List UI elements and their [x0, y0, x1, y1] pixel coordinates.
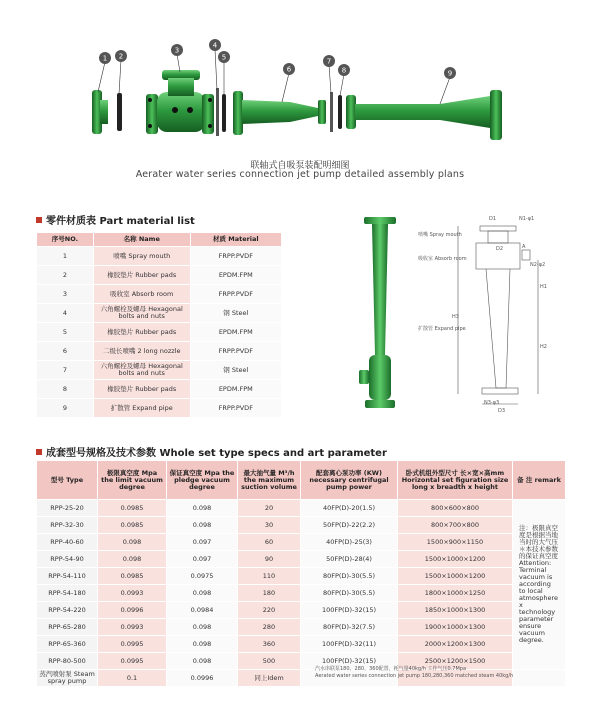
spec-pledge-vacuum-cell: 0.098 [167, 517, 238, 534]
part-material-cell: FRPP.PVDF [190, 285, 281, 304]
part-name-cell: 二级长喷嘴 2 long nozzle [93, 342, 190, 361]
part-no-cell: 8 [37, 380, 94, 399]
drawing-label-d2: D2 [496, 246, 504, 252]
spec-size-cell: 1900×1000×1300 [398, 619, 513, 636]
spec-suction-cell: 280 [238, 619, 301, 636]
steam-note-en: Aerated water series connection jet pump 180,280,360 matched steam 40kg/h [315, 673, 514, 679]
callout-4: 4 [212, 41, 218, 50]
section-marker-icon [36, 449, 42, 455]
parts-row [37, 266, 282, 285]
specs-section-title [36, 444, 387, 459]
parts-row [37, 342, 282, 361]
spec-pump-power-cell: 80FP(D)-30(5.5) [301, 585, 398, 602]
spec-pledge-vacuum-cell: 0.098 [167, 653, 238, 670]
callout-9: 9 [447, 69, 453, 78]
part-no-cell: 2 [37, 266, 94, 285]
spec-limit-vacuum-cell: 0.0985 [98, 568, 167, 585]
spec-pledge-vacuum-cell: 0.098 [167, 636, 238, 653]
spec-type-cell: RPP-54-180 [37, 585, 98, 602]
part-no-cell: 3 [37, 285, 94, 304]
spec-suction-cell: 90 [238, 551, 301, 568]
spec-pledge-vacuum-cell: 0.097 [167, 534, 238, 551]
parts-row [37, 399, 282, 418]
part-name-cell: 扩散管 Expand pipe [93, 399, 190, 418]
spec-suction-cell: 360 [238, 636, 301, 653]
spec-type-cell: RPP-65-280 [37, 619, 98, 636]
parts-row [37, 304, 282, 323]
specs-row [37, 517, 566, 534]
spec-pledge-vacuum-cell: 0.098 [167, 619, 238, 636]
part-material-cell: EPDM.FPM [190, 380, 281, 399]
callout-1: 1 [102, 54, 108, 63]
spec-limit-vacuum-cell: 0.098 [98, 534, 167, 551]
part-9-expand-pipe [346, 90, 502, 140]
parts-header-row [37, 233, 282, 247]
spec-pump-power-cell: 40FP(D)-25(3) [301, 534, 398, 551]
parts-row [37, 247, 282, 266]
assembly-diagram [0, 0, 600, 156]
spec-type-cell: RPP-65-360 [37, 636, 98, 653]
part-no-cell: 1 [37, 247, 94, 266]
spec-limit-vacuum-cell: 0.0995 [98, 653, 167, 670]
assembly-caption-cn: 联轴式自吸泵装配明细图 [250, 161, 350, 171]
part-material-cell: 钢 Steel [190, 361, 281, 380]
drawing-label-d3: D3 [498, 408, 506, 414]
drawing-label-spray: 喷嘴 Spray mouth [418, 232, 462, 238]
part-name-cell: 六角螺栓及螺母 Hexagonal bolts and nuts [93, 304, 190, 323]
drawing-label-h1: H1 [540, 284, 547, 290]
spec-pump-power-cell: 40FP(D)-20(1.5) [301, 500, 398, 517]
spec-pledge-vacuum-cell: 0.097 [167, 551, 238, 568]
drawing-label-d1: D1 [489, 216, 497, 222]
spec-pledge-vacuum-cell: 0.0975 [167, 568, 238, 585]
spec-pump-power-cell: 80FP(D)-30(5.5) [301, 568, 398, 585]
pump-product-photo [355, 215, 405, 415]
spec-size-cell: 1850×1000×1300 [398, 602, 513, 619]
drawing-label-n2: N2-φ2 [530, 262, 546, 268]
parts-row [37, 361, 282, 380]
part-2-gasket [117, 93, 122, 131]
spec-type-cell: RPP-54-220 [37, 602, 98, 619]
specs-title-text: 成套型号规格及技术参数 Whole set type specs and art parameter [46, 448, 387, 459]
part-5-gasket [222, 94, 226, 132]
parts-section-title [36, 212, 195, 227]
parts-title-text: 零件材质表 Part material list [46, 216, 195, 227]
spec-suction-cell: 220 [238, 602, 301, 619]
parts-header-no: 序号NO. [37, 233, 94, 247]
spec-size-cell: 1800×1000×1250 [398, 585, 513, 602]
spec-pump-power-cell: 50FP(D)-28(4) [301, 551, 398, 568]
part-name-cell: 吸收室 Absorb room [93, 285, 190, 304]
callout-5: 5 [221, 53, 227, 62]
spec-pump-power-cell: 100FP(D)-32(11) [301, 636, 398, 653]
spec-size-cell: 2000×1200×1300 [398, 636, 513, 653]
drawing-label-h3: H3 [452, 314, 459, 320]
spec-limit-vacuum-cell: 0.1 [98, 670, 167, 687]
part-material-cell: FRPP.PVDF [190, 342, 281, 361]
spec-remark-cell: 注：极限真空度是根据当地当时的大气压＊本技术参数的保证真空度 Attention: Terminal vacuum is according to local atmosphere x technology parameter ensure vacuum degree. [513, 500, 566, 670]
spec-limit-vacuum-cell: 0.0985 [98, 517, 167, 534]
specs-row [37, 500, 566, 517]
spec-size-cell: 800×700×800 [398, 517, 513, 534]
specs-row [37, 585, 566, 602]
spec-suction-cell: 同上Idem [238, 670, 301, 687]
spec-suction-cell: 30 [238, 517, 301, 534]
specs-row [37, 551, 566, 568]
part-no-cell: 9 [37, 399, 94, 418]
specs-header-pledge-vacuum: 保证真空度 Mpa the pledge vacuum degree [167, 461, 238, 500]
part-name-cell: 六角螺栓及螺母 Hexagonal bolts and nuts [93, 361, 190, 380]
parts-row [37, 285, 282, 304]
spec-pledge-vacuum-cell: 0.0996 [167, 670, 238, 687]
part-material-cell: FRPP.PVDF [190, 399, 281, 418]
assembly-caption-en: Aerater water series connection jet pump detailed assembly plans [135, 169, 465, 180]
spec-pump-power-cell: 80FP(D)-32(7.5) [301, 619, 398, 636]
spec-type-cell: RPP-54-110 [37, 568, 98, 585]
part-material-cell: EPDM.FPM [190, 323, 281, 342]
spec-limit-vacuum-cell: 0.0993 [98, 585, 167, 602]
specs-table [36, 460, 566, 687]
steam-pump-note [315, 666, 565, 680]
spec-size-cell: 800×600×800 [398, 500, 513, 517]
drawing-label-n3: N3-φ3 [484, 400, 500, 406]
spec-size-cell: 2500×1200×1500 [398, 653, 513, 670]
spec-type-cell: RPP-25-20 [37, 500, 98, 517]
specs-row [37, 619, 566, 636]
spec-type-cell: RPP-32-30 [37, 517, 98, 534]
parts-header-name: 名称 Name [93, 233, 190, 247]
spec-pump-power-cell: 100FP(D)-32(15) [301, 653, 398, 670]
specs-header-limit-vacuum: 极限真空度 Mpa the limit vacuum degree [98, 461, 167, 500]
drawing-label-h2: H2 [540, 344, 547, 350]
spec-limit-vacuum-cell: 0.0993 [98, 619, 167, 636]
spec-pledge-vacuum-cell: 0.098 [167, 585, 238, 602]
spec-limit-vacuum-cell: 0.0995 [98, 636, 167, 653]
drawing-label-absorb: 吸收室 Absorb room [418, 256, 467, 262]
spec-limit-vacuum-cell: 0.0996 [98, 602, 167, 619]
specs-header-size: 卧式机组外型尺寸 长×宽×高mm Horizontal set figuration size long x breadth x height [398, 461, 513, 500]
spec-type-cell: RPP-80-500 [37, 653, 98, 670]
part-name-cell: 橡胶垫片 Rubber pads [93, 380, 190, 399]
part-8-gasket [338, 95, 342, 129]
steam-note-cn: 汽水串联泵180、280、360配置，耗气量40kg/h 工作气压0.7Mpa [315, 666, 467, 672]
spec-suction-cell: 20 [238, 500, 301, 517]
drawing-label-a: A [522, 244, 526, 250]
part-6-long-nozzle [233, 91, 326, 135]
spec-pump-power-cell: 50FP(D)-22(2.2) [301, 517, 398, 534]
part-no-cell: 6 [37, 342, 94, 361]
parts-header-material: 材质 Material [190, 233, 281, 247]
section-marker-icon [36, 217, 42, 223]
spec-size-cell: 1500×1000×1200 [398, 568, 513, 585]
spec-type-cell: RPP-40-60 [37, 534, 98, 551]
part-3-absorb-room [146, 70, 214, 134]
specs-row [37, 568, 566, 585]
spec-suction-cell: 180 [238, 585, 301, 602]
spec-limit-vacuum-cell: 0.098 [98, 551, 167, 568]
spec-size-cell: 1500×900×1150 [398, 534, 513, 551]
part-material-cell: FRPP.PVDF [190, 247, 281, 266]
specs-header-remark: 备 注 remark [513, 461, 566, 500]
specs-header-pump-power: 配套离心泵功率 (KW) necessary centrifugal pump power [301, 461, 398, 500]
pump-technical-drawing [418, 208, 578, 418]
part-no-cell: 5 [37, 323, 94, 342]
spec-suction-cell: 500 [238, 653, 301, 670]
specs-header-row [37, 461, 566, 500]
spec-pump-power-cell: 100FP(D)-32(15) [301, 602, 398, 619]
part-1-spray-mouth [92, 90, 108, 134]
spec-pledge-vacuum-cell: 0.098 [167, 500, 238, 517]
spec-suction-cell: 60 [238, 534, 301, 551]
part-4-bolts [216, 88, 219, 136]
spec-suction-cell: 110 [238, 568, 301, 585]
specs-row [37, 636, 566, 653]
specs-header-suction: 最大抽气量 M³/h the maximum suction volume [238, 461, 301, 500]
drawing-label-expand: 扩散管 Expand pipe [418, 326, 466, 332]
drawing-label-n1: N1-φ1 [519, 216, 535, 222]
callout-7: 7 [326, 57, 332, 66]
part-7-bolts [330, 92, 333, 132]
callout-2: 2 [118, 52, 124, 61]
part-material-cell: 钢 Steel [190, 304, 281, 323]
callout-8: 8 [341, 66, 347, 75]
specs-row [37, 534, 566, 551]
part-name-cell: 橡胶垫片 Rubber pads [93, 323, 190, 342]
part-material-cell: EPDM.FPM [190, 266, 281, 285]
part-no-cell: 7 [37, 361, 94, 380]
parts-row [37, 380, 282, 399]
spec-pledge-vacuum-cell: 0.0984 [167, 602, 238, 619]
callout-6: 6 [286, 65, 292, 74]
specs-header-type: 型号 Type [37, 461, 98, 500]
spec-type-cell: RPP-54-90 [37, 551, 98, 568]
callout-3: 3 [174, 46, 180, 55]
spec-size-cell: 1500×1000×1200 [398, 551, 513, 568]
part-no-cell: 4 [37, 304, 94, 323]
specs-row [37, 602, 566, 619]
spec-limit-vacuum-cell: 0.0985 [98, 500, 167, 517]
part-name-cell: 喷嘴 Spray mouth [93, 247, 190, 266]
parts-table [36, 232, 282, 418]
spec-type-cell: 蒸汽喷射泵 Steam spray pump [37, 670, 98, 687]
parts-row [37, 323, 282, 342]
part-name-cell: 橡胶垫片 Rubber pads [93, 266, 190, 285]
